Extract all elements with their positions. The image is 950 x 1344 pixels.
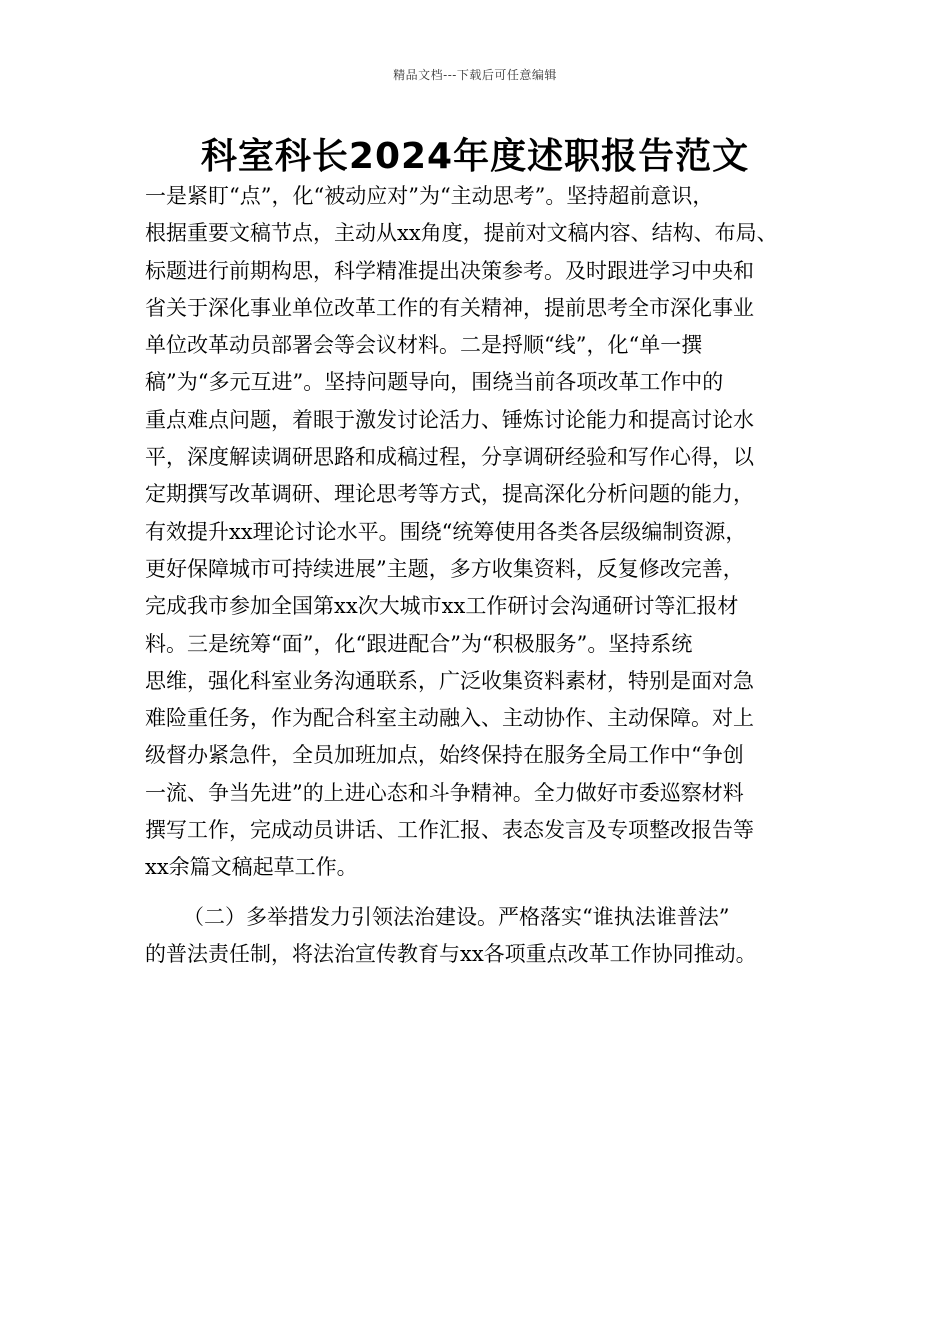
- paragraph-2: [145, 899, 825, 974]
- header-note: 精品文档---下载后可任意编辑: [393, 68, 557, 82]
- text-line: 标题进行前期构思，科学精准提出决策参考。及时跟进学习中央和: [145, 258, 754, 283]
- text-line: 有效提升xx理论讨论水平。围绕“统筹使用各类各层级编制资源，: [145, 519, 747, 544]
- text-line: 完成我市参加全国第xx次大城市xx工作研讨会沟通研讨等汇报材: [145, 594, 739, 619]
- text-line: （二）多举措发力引领法治建设。严格落实“谁执法谁普法”: [183, 904, 730, 929]
- text-line: 平，深度解读调研思路和成稿过程，分享调研经验和写作心得，以: [145, 445, 754, 470]
- text-line: 重点难点问题，着眼于激发讨论活力、锤炼讨论能力和提高讨论水: [145, 407, 754, 432]
- text-line: 根据重要文稿节点，主动从xx角度，提前对文稿内容、结构、布局、: [145, 221, 778, 246]
- text-line: 思维，强化科室业务沟通联系，广泛收集资料素材，特别是面对急: [145, 668, 754, 693]
- text-line: 单位改革动员部署会等会议材料。二是捋顺“线”，化“单一撰: [145, 333, 703, 358]
- text-line: 定期撰写改革调研、理论思考等方式，提高深化分析问题的能力，: [145, 482, 754, 507]
- text-line: 撰写工作，完成动员讲话、工作汇报、表态发言及专项整改报告等: [145, 818, 754, 843]
- text-line: 的普法责任制，将法治宣传教育与xx各项重点改革工作协同推动。: [145, 941, 757, 966]
- text-line: 更好保障城市可持续进展”主题，多方收集资料，反复修改完善，: [145, 556, 744, 581]
- text-line: 一是紧盯“点”，化“被动应对”为“主动思考”。坚持超前意识，: [145, 184, 714, 208]
- text-line: 级督办紧急件，全员加班加点，始终保持在服务全局工作中“争创: [145, 743, 744, 768]
- paragraph-spacer: [145, 887, 825, 899]
- document-body: [145, 178, 825, 973]
- document-title: 科室科长2024年度述职报告范文: [200, 136, 750, 177]
- text-line: 稿”为“多元互进”。坚持问题导向，围绕当前各项改革工作中的: [145, 370, 724, 395]
- text-line: xx余篇文稿起草工作。: [145, 855, 358, 880]
- paragraph-1: [145, 178, 825, 887]
- text-line: 难险重任务，作为配合科室主动融入、主动协作、主动保障。对上: [145, 706, 754, 731]
- text-line: 一流、争当先进”的上进心态和斗争精神。全力做好市委巡察材料: [145, 780, 744, 805]
- text-line: 料。三是统筹“面”，化“跟进配合”为“积极服务”。坚持系统: [145, 631, 693, 656]
- text-line: 省关于深化事业单位改革工作的有关精神，提前思考全市深化事业: [145, 295, 754, 320]
